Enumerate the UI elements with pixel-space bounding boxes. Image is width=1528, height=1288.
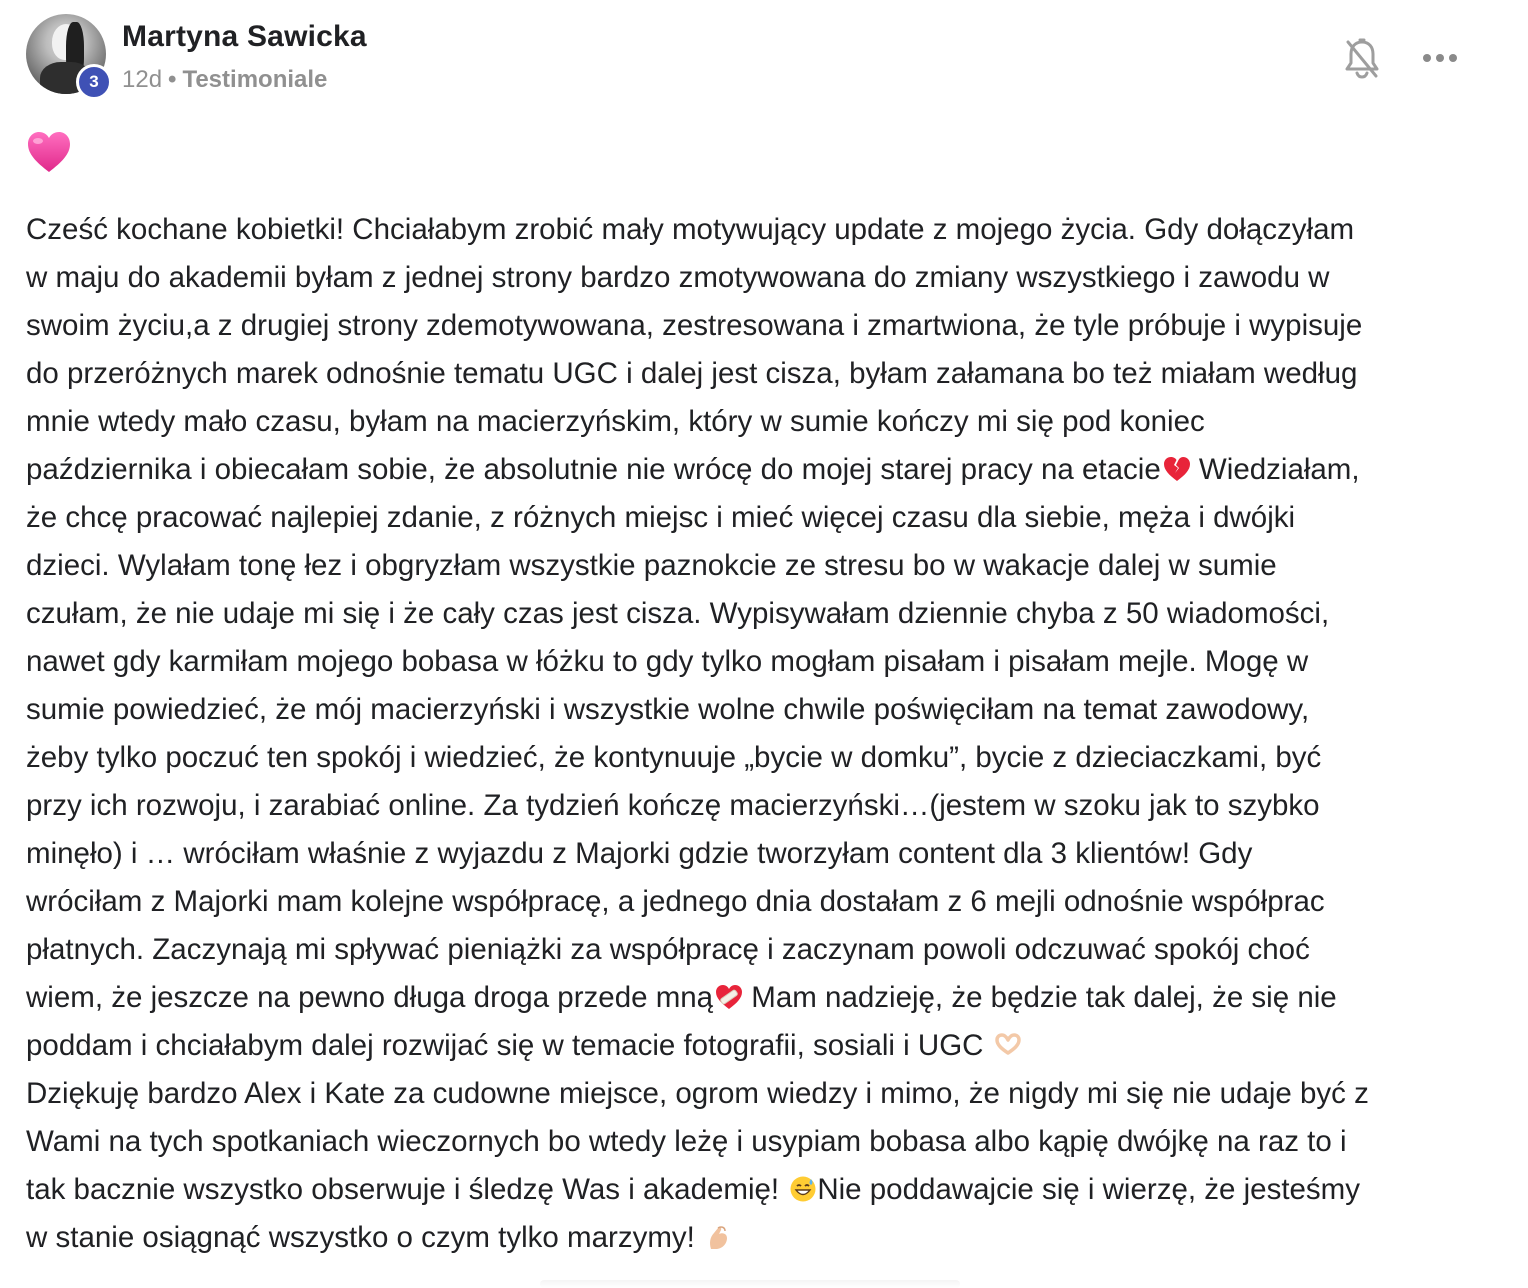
broken-heart-emoji: [1163, 455, 1191, 483]
pink-heart-emoji: [26, 130, 72, 176]
bell-off-icon[interactable]: [1344, 38, 1380, 80]
more-horizontal-icon[interactable]: [1420, 44, 1460, 72]
post-category[interactable]: Testimoniale: [182, 66, 328, 93]
post-body-part-2: Wiedziałam, że chcę pracować najlepiej zdanie, z różnych miejsc i mieć więcej czasu dla siebie, męża i dwójki dzieci. Wylałam tonę łez i obgryzłam wszystkie paznokcie ze stresu bo w wakacje dalej w sumie czułam, że nie udaje mi się i że cały czas jest cisza. Wypisywałam dziennie chyba z 50 wiadomości, nawet gdy karmiłam mojego bobasa w łóżku to gdy tylko mogłam pisałam i pisałam mejle. Mogę w sumie powiedzieć, że mój macierzyński i wszystkie wolne chwile poświęciłam na temat zawodowy, żeby tylko poczuć ten spokój i wiedzieć, że kontynuuje „bycie w domku”, bycie z dzieciaczkami, być przy ich rozwoju, i zarabiać online. Za tydzień kończę macierzyński…(jestem w szoku jak to szybko minęło) i … wróciłam właśnie z wyjazdu z Majorki gdzie tworzyłam content dla 3 klientów! Gdy wróciłam z Majorki mam kolejne współpracę, a jednego dnia dostałam z 6 mejli odnośnie współprac płatnych. Zaczynają mi spływać pieniążki za współpracę i zaczynam powoli odczuwać spokój choć wiem, że jeszcze na pewno długa droga przede mną: [26, 453, 1360, 1014]
post-body-part-1: Cześć kochane kobietki! Chciałabym zrobić mały motywujący update z mojego życia. Gdy dołączyłam w maju do akademii byłam z jednej strony bardzo zmotywowana do zmiany wszystkiego i zawodu w swoim życiu,a z drugiej strony zdemotywowana, zestresowana i zmartwiona, że tyle próbuje i wypisuje do przeróżnych marek odnośnie tematu UGC i dalej jest cisza, byłam załamana bo też miałam według mnie wtedy mało czasu, byłam na macierzyńskim, który w sumie kończy mi się pod koniec października i obiecałam sobie, że absolutnie nie wrócę do mojej starej pracy na etacie: [26, 213, 1363, 486]
post-meta: [122, 66, 327, 94]
post-header: [26, 14, 1506, 104]
author-name[interactable]: Martyna Sawicka: [122, 20, 367, 53]
post-time: 12d: [122, 66, 163, 93]
level-badge: 3: [76, 64, 112, 100]
meta-separator: •: [168, 66, 177, 93]
scroll-fade: [540, 1280, 960, 1288]
post-body-part-5: Nie poddawajcie się i wierzę, że jesteśmy w stanie osiągnąć wszystko o czym tylko marzymy!: [26, 1173, 1361, 1254]
mending-heart-emoji: [715, 983, 743, 1011]
pinching-hand-emoji: [705, 1223, 733, 1251]
post-body: [26, 206, 1490, 1262]
heart-hands-emoji: [994, 1031, 1022, 1059]
post-body-part-4: Dziękuję bardzo Alex i Kate za cudowne miejsce, ogrom wiedzy i mimo, że nigdy mi się nie udaje być z Wami na tych spotkaniach wieczornych bo wtedy leżę i usypiam bobasa albo kąpię dwójkę na raz to i tak bacznie wszystko obserwuje i śledzę Was i akademię!: [26, 1077, 1369, 1206]
author-avatar-wrap[interactable]: [26, 14, 106, 94]
post-body-part-3: Mam nadzieję, że będzie tak dalej, że się nie poddam i chciałabym dalej rozwijać się w temacie fotografii, sosiali i UGC: [26, 981, 1337, 1062]
grinning-sweat-emoji: [789, 1175, 817, 1203]
